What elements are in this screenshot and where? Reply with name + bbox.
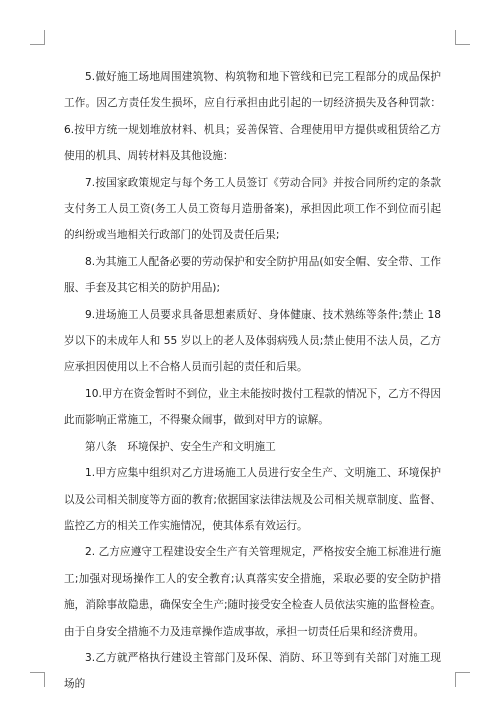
paragraph-article-8-item-1: 1.甲方应集中组织对乙方进场施工人员进行安全生产、文明施工、环境保护以及公司相关制度等方面的教育;依据国家法律法规及公司相关规章制度、监督、监控乙方的相关工作实施情况，使其体系有效运行。 (64, 467, 441, 532)
crop-mark-top-left (30, 30, 45, 45)
document-body (64, 64, 441, 698)
paragraph-article-8-item-2: 2. 乙方应遵守工程建设安全生产有关管理规定，严格按安全施工标准进行施工;加强对现场操作工人的安全教育;认真落实安全措施，采取必要的安全防护措施，消除事故隐患，确保安全生产;随时接受安全检查人员依法实施的监督检查。由于自身安全措施不力及违章操作造成事故，承担一切责任后果和经济费用。 (64, 546, 441, 638)
paragraph-item-10: 10.甲方在资金暂时不到位，业主未能按时拨付工程款的情况下，乙方不得因此而影响正常施工，不得聚众闹事，做到对甲方的谅解。 (64, 387, 441, 427)
crop-mark-top-right (455, 30, 470, 45)
paragraph-item-7: 7.按国家政策规定与每个务工人员签订《劳动合同》并按合同所约定的条款支付务工人员工资(务工人员工资每月造册备案)，承担因此项工作不到位而引起的纠纷或当地相关行政部门的处罚及责任后果; (64, 176, 441, 242)
paragraph-article-8-item-3: 3.乙方就严格执行建设主管部门及环保、消防、环卫等到有关部门对施工现场的 (64, 651, 441, 691)
paragraph-item-5-6: 5.做好施工场地周围建筑物、构筑物和地下管线和已完工程部分的成品保护工作。因乙方责任发生损坏，应自行承担由此引起的一切经济损失及各种罚款：6.按甲方统一规划堆放材料、机具；妥善保管、合理使用甲方提供或租赁给乙方使用的机具、周转材料及其他设施： (64, 71, 441, 163)
crop-mark-bottom-left (30, 672, 45, 687)
crop-mark-bottom-right (455, 672, 470, 687)
paragraph-item-8: 8.为其施工人配备必要的劳动保护和安全防护用品(如安全帽、安全带、工作服、手套及其它相关的防护用品); (64, 255, 441, 295)
section-heading-article-8: 第八条 环境保护、安全生产和文明施工 (85, 440, 276, 453)
paragraph-item-9: 9.进场施工人员要求具备思想素质好、身体健康、技术熟练等条件;禁止 18 岁以下的未成年人和 55 岁以上的老人及体弱病残人员;禁止使用不法人员，乙方应承担因使用以上不合格人员而引起的责任和后果。 (64, 308, 441, 374)
